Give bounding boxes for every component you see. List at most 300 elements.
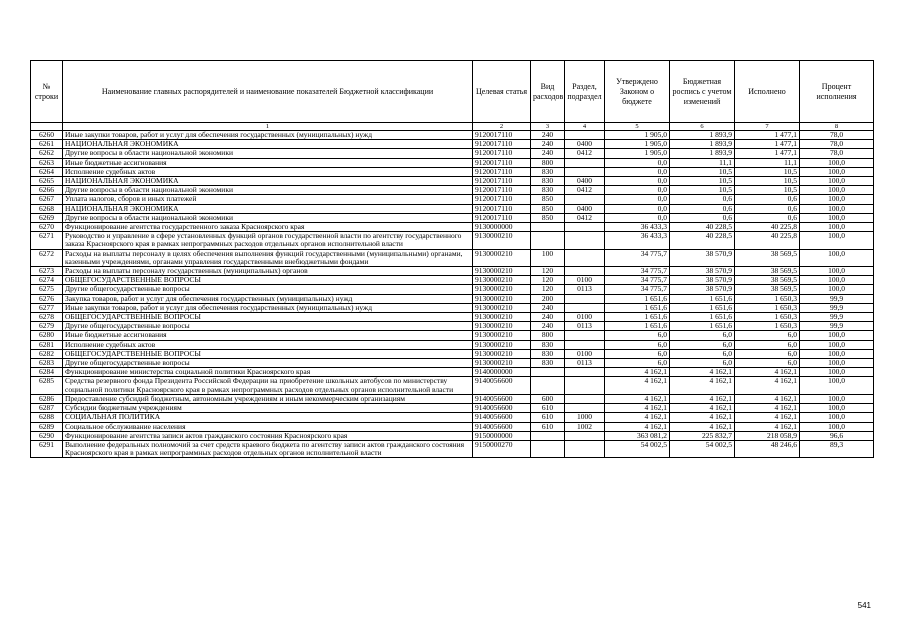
percent-cell: 100,0 — [800, 404, 874, 413]
executed-amount-cell: 38 569,5 — [735, 267, 800, 276]
approved-amount-cell: 6,0 — [605, 331, 670, 340]
table-row — [31, 249, 874, 266]
percent-cell: 89,3 — [800, 440, 874, 457]
expense-type-cell: 120 — [531, 285, 565, 294]
target-article-cell: 9120017110 — [473, 167, 531, 176]
approved-amount-cell: 4 162,1 — [605, 377, 670, 394]
table-header-row — [31, 61, 874, 123]
executed-amount-cell: 4 162,1 — [735, 404, 800, 413]
schedule-amount-cell: 4 162,1 — [670, 377, 735, 394]
schedule-amount-cell: 10,5 — [670, 167, 735, 176]
row-name-cell: Иные бюджетные ассигнования — [63, 158, 473, 167]
executed-amount-cell: 4 162,1 — [735, 377, 800, 394]
approved-amount-cell: 0,0 — [605, 158, 670, 167]
approved-amount-cell: 1 905,0 — [605, 149, 670, 158]
target-article-cell: 9140056600 — [473, 413, 531, 422]
header-executed: Исполнено — [735, 61, 800, 123]
expense-type-cell: 240 — [531, 322, 565, 331]
expense-type-cell: 120 — [531, 267, 565, 276]
target-article-cell: 9130000210 — [473, 285, 531, 294]
percent-cell: 100,0 — [800, 223, 874, 232]
approved-amount-cell: 1 651,6 — [605, 294, 670, 303]
approved-amount-cell: 34 775,7 — [605, 249, 670, 266]
approved-amount-cell: 363 081,2 — [605, 431, 670, 440]
section-cell — [565, 167, 605, 176]
percent-cell: 100,0 — [800, 177, 874, 186]
target-article-cell: 9120017110 — [473, 158, 531, 167]
expense-type-cell: 850 — [531, 213, 565, 222]
expense-type-cell: 240 — [531, 303, 565, 312]
expense-type-cell — [531, 368, 565, 377]
row-number-cell: 6270 — [31, 223, 63, 232]
target-article-cell: 9130000210 — [473, 322, 531, 331]
expense-type-cell: 850 — [531, 195, 565, 204]
column-number — [31, 123, 63, 131]
expense-type-cell: 240 — [531, 140, 565, 149]
table-row — [31, 394, 874, 403]
approved-amount-cell: 4 162,1 — [605, 404, 670, 413]
expense-type-cell: 830 — [531, 349, 565, 358]
executed-amount-cell: 0,6 — [735, 213, 800, 222]
section-cell: 0400 — [565, 204, 605, 213]
column-number: 7 — [735, 123, 800, 131]
table-row — [31, 303, 874, 312]
executed-amount-cell: 6,0 — [735, 331, 800, 340]
executed-amount-cell: 40 225,8 — [735, 232, 800, 249]
executed-amount-cell: 0,6 — [735, 195, 800, 204]
section-cell: 0100 — [565, 313, 605, 322]
row-number-cell: 6262 — [31, 149, 63, 158]
expense-type-cell: 200 — [531, 294, 565, 303]
section-cell: 0113 — [565, 285, 605, 294]
expense-type-cell: 120 — [531, 276, 565, 285]
expense-type-cell — [531, 377, 565, 394]
schedule-amount-cell: 1 651,6 — [670, 313, 735, 322]
expense-type-cell — [531, 232, 565, 249]
executed-amount-cell: 0,6 — [735, 204, 800, 213]
row-name-cell: Социальное обслуживание населения — [63, 422, 473, 431]
row-name-cell: НАЦИОНАЛЬНАЯ ЭКОНОМИКА — [63, 140, 473, 149]
row-name-cell: Расходы на выплаты персоналу государственных (муниципальных) органов — [63, 267, 473, 276]
column-number: 2 — [473, 123, 531, 131]
executed-amount-cell: 1 650,3 — [735, 313, 800, 322]
approved-amount-cell: 4 162,1 — [605, 368, 670, 377]
row-number-cell: 6284 — [31, 368, 63, 377]
header-section: Раздел, подраздел — [565, 61, 605, 123]
expense-type-cell: 240 — [531, 149, 565, 158]
table-row — [31, 131, 874, 140]
row-number-cell: 6291 — [31, 440, 63, 457]
percent-cell: 99,9 — [800, 322, 874, 331]
row-number-cell: 6261 — [31, 140, 63, 149]
approved-amount-cell: 6,0 — [605, 359, 670, 368]
table-row — [31, 322, 874, 331]
schedule-amount-cell: 38 570,9 — [670, 249, 735, 266]
approved-amount-cell: 6,0 — [605, 349, 670, 358]
target-article-cell: 9130000210 — [473, 340, 531, 349]
row-name-cell: Закупка товаров, работ и услуг для обеспечения государственных (муниципальных) нужд — [63, 294, 473, 303]
section-cell — [565, 303, 605, 312]
row-number-cell: 6280 — [31, 331, 63, 340]
expense-type-cell: 240 — [531, 313, 565, 322]
percent-cell: 100,0 — [800, 267, 874, 276]
executed-amount-cell: 4 162,1 — [735, 368, 800, 377]
executed-amount-cell: 6,0 — [735, 359, 800, 368]
header-schedule: Бюджетная роспись с учетом изменений — [670, 61, 735, 123]
approved-amount-cell: 0,0 — [605, 204, 670, 213]
target-article-cell: 9120017110 — [473, 186, 531, 195]
percent-cell: 100,0 — [800, 349, 874, 358]
percent-cell: 100,0 — [800, 285, 874, 294]
expense-type-cell — [531, 440, 565, 457]
schedule-amount-cell: 4 162,1 — [670, 368, 735, 377]
section-cell — [565, 331, 605, 340]
schedule-amount-cell: 11,1 — [670, 158, 735, 167]
approved-amount-cell: 54 002,5 — [605, 440, 670, 457]
percent-cell: 100,0 — [800, 186, 874, 195]
percent-cell: 99,9 — [800, 313, 874, 322]
section-cell: 0400 — [565, 140, 605, 149]
approved-amount-cell: 34 775,7 — [605, 285, 670, 294]
column-number: 4 — [565, 123, 605, 131]
table-body — [31, 131, 874, 458]
expense-type-cell: 850 — [531, 204, 565, 213]
target-article-cell: 9130000210 — [473, 267, 531, 276]
expense-type-cell: 830 — [531, 167, 565, 176]
section-cell — [565, 267, 605, 276]
schedule-amount-cell: 0,6 — [670, 213, 735, 222]
target-article-cell: 9140056600 — [473, 394, 531, 403]
table-row — [31, 276, 874, 285]
target-article-cell: 9130000210 — [473, 232, 531, 249]
section-cell — [565, 131, 605, 140]
target-article-cell: 9130000000 — [473, 223, 531, 232]
row-number-cell: 6286 — [31, 394, 63, 403]
table-row — [31, 149, 874, 158]
row-number-cell: 6265 — [31, 177, 63, 186]
column-number: 8 — [800, 123, 874, 131]
column-number-row — [31, 123, 874, 131]
header-target-article: Целевая статья — [473, 61, 531, 123]
approved-amount-cell: 36 433,3 — [605, 223, 670, 232]
table-row — [31, 368, 874, 377]
table-row — [31, 313, 874, 322]
row-number-cell: 6273 — [31, 267, 63, 276]
row-number-cell: 6279 — [31, 322, 63, 331]
row-number-cell: 6263 — [31, 158, 63, 167]
percent-cell: 100,0 — [800, 422, 874, 431]
schedule-amount-cell: 1 651,6 — [670, 294, 735, 303]
row-number-cell: 6272 — [31, 249, 63, 266]
schedule-amount-cell: 1 651,6 — [670, 322, 735, 331]
expense-type-cell: 830 — [531, 359, 565, 368]
row-number-cell: 6283 — [31, 359, 63, 368]
row-name-cell: Функционирование агентства записи актов гражданского состояния Красноярского края — [63, 431, 473, 440]
target-article-cell: 9140000000 — [473, 368, 531, 377]
target-article-cell: 9130000210 — [473, 249, 531, 266]
row-number-cell: 6287 — [31, 404, 63, 413]
expense-type-cell: 800 — [531, 331, 565, 340]
row-number-cell: 6290 — [31, 431, 63, 440]
table-row — [31, 294, 874, 303]
target-article-cell: 9130000210 — [473, 294, 531, 303]
table-row — [31, 177, 874, 186]
table-row — [31, 195, 874, 204]
executed-amount-cell: 10,5 — [735, 177, 800, 186]
row-name-cell: ОБЩЕГОСУДАРСТВЕННЫЕ ВОПРОСЫ — [63, 313, 473, 322]
approved-amount-cell: 1 651,6 — [605, 303, 670, 312]
schedule-amount-cell: 10,5 — [670, 186, 735, 195]
row-number-cell: 6277 — [31, 303, 63, 312]
table-row — [31, 285, 874, 294]
table-row — [31, 359, 874, 368]
percent-cell: 100,0 — [800, 394, 874, 403]
expense-type-cell: 800 — [531, 158, 565, 167]
row-number-cell: 6275 — [31, 285, 63, 294]
schedule-amount-cell: 38 570,9 — [670, 267, 735, 276]
row-name-cell: ОБЩЕГОСУДАРСТВЕННЫЕ ВОПРОСЫ — [63, 276, 473, 285]
target-article-cell: 9130000210 — [473, 331, 531, 340]
percent-cell: 100,0 — [800, 249, 874, 266]
row-number-cell: 6267 — [31, 195, 63, 204]
schedule-amount-cell: 54 002,5 — [670, 440, 735, 457]
row-name-cell: Другие вопросы в области национальной экономики — [63, 213, 473, 222]
target-article-cell: 9140056600 — [473, 377, 531, 394]
row-name-cell: Другие вопросы в области национальной экономики — [63, 149, 473, 158]
approved-amount-cell: 0,0 — [605, 213, 670, 222]
table-row — [31, 204, 874, 213]
target-article-cell: 9150000000 — [473, 431, 531, 440]
table-row — [31, 422, 874, 431]
percent-cell: 100,0 — [800, 377, 874, 394]
executed-amount-cell: 4 162,1 — [735, 413, 800, 422]
row-name-cell: СОЦИАЛЬНАЯ ПОЛИТИКА — [63, 413, 473, 422]
executed-amount-cell: 4 162,1 — [735, 422, 800, 431]
percent-cell: 100,0 — [800, 331, 874, 340]
percent-cell: 100,0 — [800, 232, 874, 249]
column-number: 3 — [531, 123, 565, 131]
section-cell — [565, 377, 605, 394]
percent-cell: 100,0 — [800, 158, 874, 167]
section-cell — [565, 404, 605, 413]
row-name-cell: Иные закупки товаров, работ и услуг для обеспечения государственных (муниципальных) нужд — [63, 303, 473, 312]
executed-amount-cell: 1 477,1 — [735, 140, 800, 149]
section-cell — [565, 368, 605, 377]
schedule-amount-cell: 40 228,5 — [670, 232, 735, 249]
section-cell: 0412 — [565, 213, 605, 222]
target-article-cell: 9130000210 — [473, 313, 531, 322]
row-number-cell: 6281 — [31, 340, 63, 349]
expense-type-cell: 610 — [531, 422, 565, 431]
row-number-cell: 6274 — [31, 276, 63, 285]
row-name-cell: Другие общегосударственные вопросы — [63, 285, 473, 294]
table-row — [31, 331, 874, 340]
approved-amount-cell: 1 905,0 — [605, 140, 670, 149]
row-name-cell: НАЦИОНАЛЬНАЯ ЭКОНОМИКА — [63, 204, 473, 213]
schedule-amount-cell: 6,0 — [670, 359, 735, 368]
executed-amount-cell: 1 650,3 — [735, 303, 800, 312]
row-number-cell: 6285 — [31, 377, 63, 394]
budget-execution-table — [30, 60, 874, 458]
schedule-amount-cell: 6,0 — [670, 331, 735, 340]
target-article-cell: 9120017110 — [473, 149, 531, 158]
percent-cell: 100,0 — [800, 167, 874, 176]
schedule-amount-cell: 0,6 — [670, 195, 735, 204]
schedule-amount-cell: 38 570,9 — [670, 276, 735, 285]
target-article-cell: 9150000270 — [473, 440, 531, 457]
section-cell — [565, 249, 605, 266]
section-cell — [565, 158, 605, 167]
section-cell — [565, 223, 605, 232]
expense-type-cell: 610 — [531, 413, 565, 422]
executed-amount-cell: 1 650,3 — [735, 322, 800, 331]
header-name: Наименование главных распорядителей и наименование показателей Бюджетной классификации — [63, 61, 473, 123]
table-row — [31, 232, 874, 249]
table-row — [31, 140, 874, 149]
approved-amount-cell: 0,0 — [605, 177, 670, 186]
section-cell: 0100 — [565, 349, 605, 358]
row-number-cell: 6268 — [31, 204, 63, 213]
executed-amount-cell: 1 650,3 — [735, 294, 800, 303]
target-article-cell: 9140056600 — [473, 422, 531, 431]
row-number-cell: 6288 — [31, 413, 63, 422]
column-number: 1 — [63, 123, 473, 131]
section-cell: 0412 — [565, 186, 605, 195]
percent-cell: 99,9 — [800, 294, 874, 303]
executed-amount-cell: 38 569,5 — [735, 276, 800, 285]
section-cell — [565, 294, 605, 303]
section-cell — [565, 232, 605, 249]
section-cell — [565, 440, 605, 457]
target-article-cell: 9130000210 — [473, 359, 531, 368]
expense-type-cell: 830 — [531, 177, 565, 186]
row-name-cell: Иные закупки товаров, работ и услуг для обеспечения государственных (муниципальных) нужд — [63, 131, 473, 140]
approved-amount-cell: 36 433,3 — [605, 232, 670, 249]
section-cell — [565, 340, 605, 349]
row-name-cell: Руководство и управление в сфере установленных функций органов государственной власти по агентству государственного заказа Красноярского края в рамках непрограммных расходов отдельных органов исполнительной власти — [63, 232, 473, 249]
approved-amount-cell: 1 651,6 — [605, 313, 670, 322]
target-article-cell: 9130000210 — [473, 276, 531, 285]
schedule-amount-cell: 40 228,5 — [670, 223, 735, 232]
executed-amount-cell: 10,5 — [735, 186, 800, 195]
percent-cell: 100,0 — [800, 276, 874, 285]
row-name-cell: Другие вопросы в области национальной экономики — [63, 186, 473, 195]
row-number-cell: 6282 — [31, 349, 63, 358]
row-name-cell: Исполнение судебных актов — [63, 167, 473, 176]
executed-amount-cell: 11,1 — [735, 158, 800, 167]
target-article-cell: 9120017110 — [473, 195, 531, 204]
table-row — [31, 167, 874, 176]
section-cell — [565, 431, 605, 440]
expense-type-cell: 830 — [531, 186, 565, 195]
target-article-cell: 9130000210 — [473, 349, 531, 358]
percent-cell: 100,0 — [800, 368, 874, 377]
table-row — [31, 377, 874, 394]
column-number: 6 — [670, 123, 735, 131]
section-cell: 1002 — [565, 422, 605, 431]
row-name-cell: Иные бюджетные ассигнования — [63, 331, 473, 340]
table-row — [31, 186, 874, 195]
percent-cell: 100,0 — [800, 413, 874, 422]
schedule-amount-cell: 4 162,1 — [670, 413, 735, 422]
table-row — [31, 431, 874, 440]
percent-cell: 100,0 — [800, 340, 874, 349]
row-name-cell: НАЦИОНАЛЬНАЯ ЭКОНОМИКА — [63, 177, 473, 186]
row-name-cell: Другие общегосударственные вопросы — [63, 322, 473, 331]
row-name-cell: Другие общегосударственные вопросы — [63, 359, 473, 368]
target-article-cell: 9140056600 — [473, 404, 531, 413]
row-number-cell: 6289 — [31, 422, 63, 431]
schedule-amount-cell: 4 162,1 — [670, 394, 735, 403]
approved-amount-cell: 34 775,7 — [605, 267, 670, 276]
table-row — [31, 413, 874, 422]
expense-type-cell — [531, 223, 565, 232]
page-number: 541 — [857, 601, 871, 610]
row-name-cell: Функционирование министерства социальной политики Красноярского края — [63, 368, 473, 377]
section-cell — [565, 195, 605, 204]
schedule-amount-cell: 225 832,7 — [670, 431, 735, 440]
percent-cell: 99,9 — [800, 303, 874, 312]
approved-amount-cell: 4 162,1 — [605, 394, 670, 403]
schedule-amount-cell: 38 570,9 — [670, 285, 735, 294]
row-name-cell: Субсидии бюджетным учреждениям — [63, 404, 473, 413]
schedule-amount-cell: 6,0 — [670, 349, 735, 358]
row-name-cell: Выполнение федеральных полномочий за счет средств краевого бюджета по агентству записи актов гражданского состояния Красноярского края в рамках непрограммных расходов отдельных органов исполнительной власти — [63, 440, 473, 457]
target-article-cell: 9120017110 — [473, 213, 531, 222]
percent-cell: 100,0 — [800, 195, 874, 204]
schedule-amount-cell: 10,5 — [670, 177, 735, 186]
row-name-cell: Расходы на выплаты персоналу в целях обеспечения выполнения функций государственными (муниципальными) органами, казенными учреждениями, органами управления государственными внебюджетными фондами — [63, 249, 473, 266]
executed-amount-cell: 48 246,6 — [735, 440, 800, 457]
approved-amount-cell: 0,0 — [605, 195, 670, 204]
table-row — [31, 158, 874, 167]
executed-amount-cell: 6,0 — [735, 340, 800, 349]
percent-cell: 100,0 — [800, 213, 874, 222]
row-number-cell: 6264 — [31, 167, 63, 176]
expense-type-cell: 600 — [531, 394, 565, 403]
section-cell: 0412 — [565, 149, 605, 158]
row-number-cell: 6276 — [31, 294, 63, 303]
executed-amount-cell: 218 058,9 — [735, 431, 800, 440]
section-cell: 1000 — [565, 413, 605, 422]
target-article-cell: 9120017110 — [473, 177, 531, 186]
header-approved: Утверждено Законом о бюджете — [605, 61, 670, 123]
approved-amount-cell: 0,0 — [605, 167, 670, 176]
executed-amount-cell: 4 162,1 — [735, 394, 800, 403]
schedule-amount-cell: 4 162,1 — [670, 422, 735, 431]
schedule-amount-cell: 6,0 — [670, 340, 735, 349]
schedule-amount-cell: 1 893,9 — [670, 149, 735, 158]
approved-amount-cell: 4 162,1 — [605, 413, 670, 422]
percent-cell: 78,0 — [800, 140, 874, 149]
row-number-cell: 6260 — [31, 131, 63, 140]
percent-cell: 78,0 — [800, 131, 874, 140]
row-number-cell: 6269 — [31, 213, 63, 222]
expense-type-cell — [531, 431, 565, 440]
target-article-cell: 9120017110 — [473, 204, 531, 213]
schedule-amount-cell: 1 893,9 — [670, 140, 735, 149]
approved-amount-cell: 1 905,0 — [605, 131, 670, 140]
percent-cell: 78,0 — [800, 149, 874, 158]
row-name-cell: Предоставление субсидий бюджетным, автономным учреждениям и иным некоммерческим организациям — [63, 394, 473, 403]
expense-type-cell: 100 — [531, 249, 565, 266]
executed-amount-cell: 1 477,1 — [735, 149, 800, 158]
executed-amount-cell: 10,5 — [735, 167, 800, 176]
percent-cell: 96,6 — [800, 431, 874, 440]
header-percent: Процент исполнения — [800, 61, 874, 123]
row-name-cell: Средства резервного фонда Президента Российской Федерации на приобретение школьных автобусов по министерству социальной политики Красноярского края в рамках непрограммных расходов отдельных органов исполнительной власти — [63, 377, 473, 394]
section-cell: 0113 — [565, 359, 605, 368]
